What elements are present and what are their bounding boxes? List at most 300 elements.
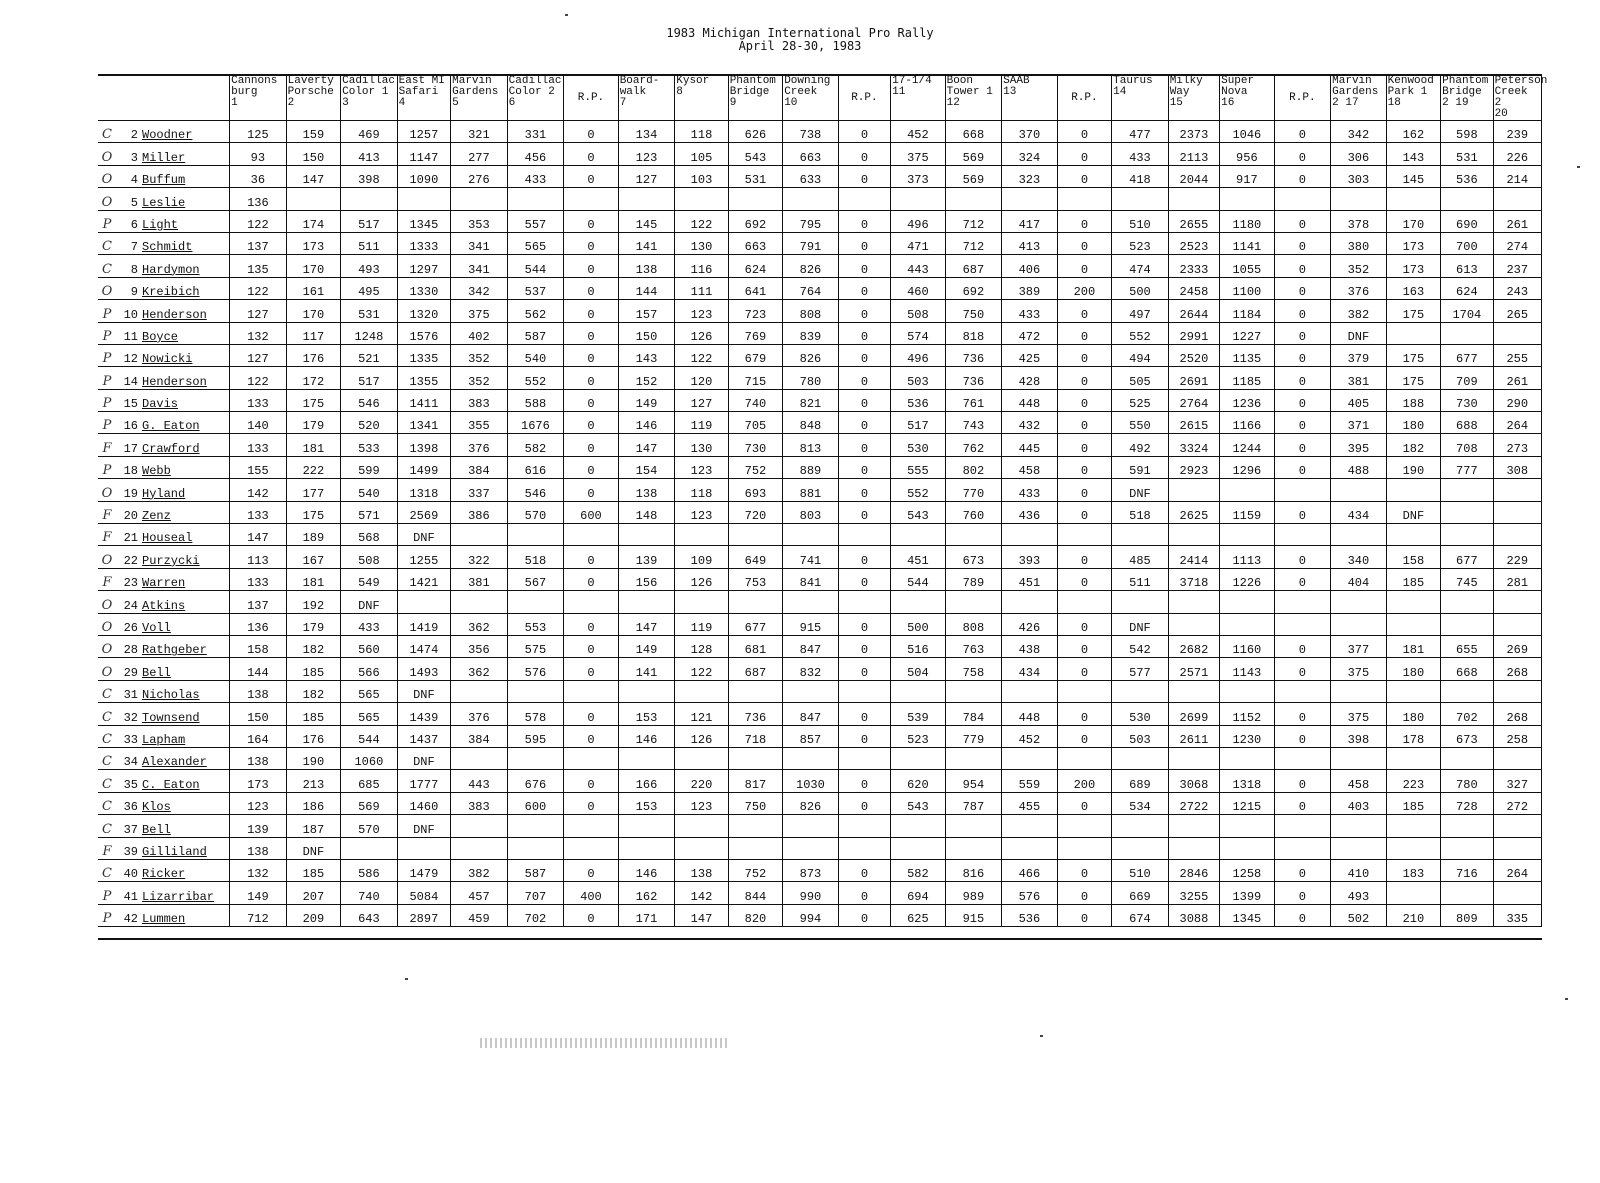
table-row — [98, 546, 1542, 568]
score-cell — [1220, 837, 1274, 859]
table-row — [98, 165, 1542, 187]
score-cell — [783, 188, 839, 210]
car-number: 35 — [123, 777, 138, 792]
score-cell — [1168, 479, 1219, 501]
score-cell: 0 — [1057, 300, 1111, 322]
score-cell — [675, 188, 728, 210]
score-cell: 1236 — [1220, 389, 1274, 411]
score-cell: 386 — [451, 501, 508, 523]
score-cell: DNF — [1112, 613, 1169, 635]
score-cell: DNF — [397, 815, 450, 837]
score-cell: 0 — [1274, 658, 1331, 680]
score-cell — [1168, 188, 1219, 210]
score-cell: 0 — [1274, 389, 1331, 411]
score-cell: 2044 — [1168, 165, 1219, 187]
score-cell: 375 — [1331, 703, 1387, 725]
score-cell: 172 — [286, 367, 340, 389]
driver-cell — [98, 680, 230, 702]
score-cell: DNF — [397, 747, 450, 769]
score-cell: 544 — [507, 255, 564, 277]
score-cell: 122 — [675, 210, 728, 232]
score-cell: 170 — [286, 255, 340, 277]
score-cell — [1274, 747, 1331, 769]
score-cell: 565 — [341, 680, 398, 702]
score-cell: 0 — [838, 904, 890, 926]
score-cell — [1274, 524, 1331, 546]
score-cell — [507, 680, 564, 702]
score-cell: 455 — [1002, 792, 1058, 814]
score-cell: 352 — [1331, 255, 1387, 277]
driver-name: Voll — [142, 620, 171, 635]
score-cell: 0 — [564, 277, 618, 299]
score-cell: 0 — [1274, 770, 1331, 792]
driver-cell — [98, 344, 230, 366]
car-number: 37 — [123, 822, 138, 837]
score-cell: 150 — [618, 322, 675, 344]
score-cell — [397, 837, 450, 859]
handwritten-class-mark: P — [102, 306, 112, 322]
score-cell: 0 — [1057, 389, 1111, 411]
score-cell — [945, 815, 1002, 837]
score-cell: 780 — [1441, 770, 1493, 792]
score-cell: 577 — [1112, 658, 1169, 680]
score-cell: 0 — [838, 277, 890, 299]
score-cell: 557 — [507, 210, 564, 232]
score-cell: 730 — [728, 434, 782, 456]
score-cell — [451, 524, 508, 546]
score-cell: 255 — [1493, 344, 1541, 366]
score-cell: 1226 — [1220, 568, 1274, 590]
score-cell: 578 — [507, 703, 564, 725]
score-cell: 520 — [341, 412, 398, 434]
score-cell: 0 — [1057, 255, 1111, 277]
score-cell — [1112, 747, 1169, 769]
score-cell: 393 — [1002, 546, 1058, 568]
score-cell — [507, 815, 564, 837]
car-number: 6 — [130, 217, 138, 232]
handwritten-class-mark: F — [102, 530, 112, 546]
score-cell: 549 — [341, 568, 398, 590]
handwritten-class-mark: F — [102, 440, 112, 456]
score-cell: 518 — [507, 546, 564, 568]
score-cell: 434 — [1002, 658, 1058, 680]
score-cell: 145 — [618, 210, 675, 232]
score-cell: 553 — [507, 613, 564, 635]
score-cell: 126 — [675, 322, 728, 344]
score-cell: 989 — [945, 882, 1002, 904]
table-row — [98, 367, 1542, 389]
score-cell: 803 — [783, 501, 839, 523]
driver-name: Boyce — [142, 329, 179, 344]
score-cell: 355 — [451, 412, 508, 434]
score-cell — [341, 837, 398, 859]
score-cell: 500 — [891, 613, 945, 635]
score-cell: 1355 — [397, 367, 450, 389]
score-cell: 560 — [341, 635, 398, 657]
score-cell: 1060 — [341, 747, 398, 769]
driver-cell — [98, 434, 230, 456]
driver-name: Townsend — [142, 710, 200, 725]
score-cell: 138 — [618, 255, 675, 277]
driver-cell — [98, 121, 230, 143]
score-cell: 847 — [783, 635, 839, 657]
score-cell: 171 — [618, 904, 675, 926]
score-cell: 153 — [618, 792, 675, 814]
score-cell: 625 — [891, 904, 945, 926]
driver-name: Bell — [142, 665, 171, 680]
driver-name: Nowicki — [142, 352, 193, 367]
score-cell: 264 — [1493, 412, 1541, 434]
score-cell: 425 — [1002, 344, 1058, 366]
score-cell: 521 — [341, 344, 398, 366]
score-cell: 426 — [1002, 613, 1058, 635]
score-cell — [1493, 815, 1541, 837]
handwritten-class-mark: C — [102, 709, 112, 725]
car-number: 21 — [123, 531, 138, 546]
score-cell: 166 — [618, 770, 675, 792]
score-cell — [1386, 815, 1440, 837]
score-cell: 0 — [1057, 859, 1111, 881]
score-cell — [1493, 501, 1541, 523]
score-cell — [1386, 837, 1440, 859]
score-cell: 182 — [286, 680, 340, 702]
score-cell — [618, 837, 675, 859]
driver-cell — [98, 255, 230, 277]
score-cell — [507, 591, 564, 613]
score-cell: 413 — [341, 143, 398, 165]
score-cell: 1248 — [341, 322, 398, 344]
score-cell: 0 — [1057, 165, 1111, 187]
score-cell: 1160 — [1220, 635, 1274, 657]
score-cell: 503 — [891, 367, 945, 389]
score-cell: 277 — [451, 143, 508, 165]
driver-name: Klos — [142, 800, 171, 815]
score-cell: 290 — [1493, 389, 1541, 411]
score-cell: 552 — [507, 367, 564, 389]
score-cell: 239 — [1493, 121, 1541, 143]
score-cell: 570 — [507, 501, 564, 523]
score-cell — [1386, 882, 1440, 904]
score-cell — [1441, 524, 1493, 546]
score-cell: 0 — [564, 568, 618, 590]
score-cell: 0 — [1274, 703, 1331, 725]
handwritten-class-mark: C — [102, 821, 112, 837]
score-cell: 379 — [1331, 344, 1387, 366]
score-cell: 821 — [783, 389, 839, 411]
score-cell: 451 — [1002, 568, 1058, 590]
score-cell: 839 — [783, 322, 839, 344]
score-cell: 175 — [1386, 300, 1440, 322]
score-cell — [675, 815, 728, 837]
score-cell: 808 — [945, 613, 1002, 635]
score-cell: 133 — [230, 568, 287, 590]
score-cell: 137 — [230, 591, 287, 613]
score-cell: 2923 — [1168, 456, 1219, 478]
score-cell: 123 — [230, 792, 287, 814]
score-cell: 122 — [230, 367, 287, 389]
score-cell: 445 — [1002, 434, 1058, 456]
score-cell: 655 — [1441, 635, 1493, 657]
score-cell: 508 — [341, 546, 398, 568]
score-cell — [838, 815, 890, 837]
score-cell: 174 — [286, 210, 340, 232]
score-cell: 132 — [230, 859, 287, 881]
table-row — [98, 501, 1542, 523]
score-cell: 133 — [230, 434, 287, 456]
table-row — [98, 344, 1542, 366]
score-cell: 0 — [1274, 412, 1331, 434]
handwritten-class-mark: F — [102, 843, 112, 859]
score-cell — [1220, 591, 1274, 613]
table-row — [98, 815, 1542, 837]
score-cell: 536 — [1002, 904, 1058, 926]
score-cell: 0 — [564, 143, 618, 165]
score-cell: 376 — [451, 434, 508, 456]
score-cell: 0 — [564, 635, 618, 657]
driver-name: Kreibich — [142, 285, 200, 300]
score-cell: 474 — [1112, 255, 1169, 277]
score-cell — [1274, 479, 1331, 501]
scan-smudge — [480, 1038, 730, 1048]
header-stage: Downing Creek 10 — [783, 75, 839, 121]
score-cell: DNF — [397, 524, 450, 546]
score-cell: 342 — [451, 277, 508, 299]
score-cell: 222 — [286, 456, 340, 478]
handwritten-class-mark: P — [102, 888, 112, 904]
score-cell: 718 — [728, 725, 782, 747]
score-cell: 1333 — [397, 232, 450, 254]
score-cell — [728, 188, 782, 210]
header-stage: Cadillac Color 1 3 — [341, 75, 398, 121]
score-cell: 0 — [564, 344, 618, 366]
score-cell: 0 — [1274, 859, 1331, 881]
score-cell — [1112, 680, 1169, 702]
score-cell — [1441, 680, 1493, 702]
score-cell: 146 — [618, 412, 675, 434]
score-cell: 176 — [286, 344, 340, 366]
car-number: 19 — [123, 486, 138, 501]
score-cell: 443 — [891, 255, 945, 277]
score-cell: 1439 — [397, 703, 450, 725]
score-cell: 123 — [675, 456, 728, 478]
score-cell: 261 — [1493, 367, 1541, 389]
score-cell — [618, 747, 675, 769]
driver-cell — [98, 524, 230, 546]
handwritten-class-mark: P — [102, 911, 112, 927]
score-cell: 546 — [507, 479, 564, 501]
score-cell: 709 — [1441, 367, 1493, 389]
score-cell: 376 — [1331, 277, 1387, 299]
score-cell: 183 — [1386, 859, 1440, 881]
score-cell: 2523 — [1168, 232, 1219, 254]
score-cell: 400 — [564, 882, 618, 904]
score-cell: 1345 — [397, 210, 450, 232]
score-cell — [945, 680, 1002, 702]
score-cell: 668 — [1441, 658, 1493, 680]
score-cell: 552 — [1112, 322, 1169, 344]
score-cell: 159 — [286, 121, 340, 143]
score-cell — [1002, 188, 1058, 210]
table-row — [98, 837, 1542, 859]
driver-name: Nicholas — [142, 688, 200, 703]
score-cell — [1168, 837, 1219, 859]
score-cell: 712 — [945, 232, 1002, 254]
score-cell: 1258 — [1220, 859, 1274, 881]
score-cell: 117 — [286, 322, 340, 344]
table-row — [98, 680, 1542, 702]
score-cell: 0 — [1274, 725, 1331, 747]
score-cell: 154 — [618, 456, 675, 478]
score-cell: 146 — [618, 725, 675, 747]
score-cell: 0 — [1057, 792, 1111, 814]
handwritten-class-mark: O — [101, 619, 113, 635]
score-cell: 0 — [1274, 165, 1331, 187]
score-cell: 0 — [564, 546, 618, 568]
score-cell — [1112, 837, 1169, 859]
score-cell: 472 — [1002, 322, 1058, 344]
score-cell: 0 — [838, 389, 890, 411]
score-cell: 575 — [507, 635, 564, 657]
driver-cell — [98, 277, 230, 299]
score-cell — [1057, 591, 1111, 613]
score-cell: 758 — [945, 658, 1002, 680]
score-cell: 2682 — [1168, 635, 1219, 657]
score-cell: 177 — [286, 479, 340, 501]
score-cell: 0 — [1057, 546, 1111, 568]
score-cell: 599 — [341, 456, 398, 478]
score-cell: 620 — [891, 770, 945, 792]
score-cell — [1274, 837, 1331, 859]
score-cell: 743 — [945, 412, 1002, 434]
score-cell — [1112, 815, 1169, 837]
score-cell: 341 — [451, 232, 508, 254]
score-cell — [451, 188, 508, 210]
score-cell: 158 — [1386, 546, 1440, 568]
score-cell: 274 — [1493, 232, 1541, 254]
score-cell: 167 — [286, 546, 340, 568]
car-number: 7 — [130, 240, 138, 255]
score-cell: 0 — [838, 367, 890, 389]
score-cell: 574 — [891, 322, 945, 344]
driver-cell — [98, 770, 230, 792]
score-cell — [1274, 188, 1331, 210]
score-cell: 265 — [1493, 300, 1541, 322]
score-cell: 164 — [230, 725, 287, 747]
score-cell: 820 — [728, 904, 782, 926]
score-cell: 0 — [838, 143, 890, 165]
score-cell: 1704 — [1441, 300, 1493, 322]
driver-name: Miller — [142, 150, 186, 165]
handwritten-class-mark: P — [102, 351, 112, 367]
score-cell: 0 — [838, 658, 890, 680]
score-cell — [783, 524, 839, 546]
score-cell: 175 — [286, 501, 340, 523]
score-cell: 0 — [1057, 143, 1111, 165]
score-cell: 633 — [783, 165, 839, 187]
handwritten-class-mark: P — [102, 328, 112, 344]
score-cell: 402 — [451, 322, 508, 344]
score-cell: 180 — [1386, 658, 1440, 680]
score-cell: 787 — [945, 792, 1002, 814]
score-cell: 616 — [507, 456, 564, 478]
score-cell: 917 — [1220, 165, 1274, 187]
driver-name: C. Eaton — [142, 777, 200, 792]
score-cell: 536 — [891, 389, 945, 411]
score-cell — [783, 747, 839, 769]
score-cell: 530 — [891, 434, 945, 456]
header-stage: Cadillac Color 2 6 — [507, 75, 564, 121]
score-cell: 3324 — [1168, 434, 1219, 456]
score-cell: 179 — [286, 613, 340, 635]
score-cell: 180 — [1386, 703, 1440, 725]
driver-name: Rathgeber — [142, 643, 207, 658]
driver-name: Lapham — [142, 732, 186, 747]
score-cell: 438 — [1002, 635, 1058, 657]
score-cell: 1421 — [397, 568, 450, 590]
score-cell: 448 — [1002, 703, 1058, 725]
header-rp: R.P. — [1057, 75, 1111, 121]
score-cell: 1257 — [397, 121, 450, 143]
score-cell — [1441, 613, 1493, 635]
score-cell: 182 — [286, 635, 340, 657]
score-cell: 138 — [230, 680, 287, 702]
score-cell: 1330 — [397, 277, 450, 299]
score-cell — [945, 747, 1002, 769]
car-number: 17 — [123, 441, 138, 456]
score-cell: 693 — [728, 479, 782, 501]
score-cell: 0 — [838, 501, 890, 523]
score-cell — [891, 524, 945, 546]
score-cell: 149 — [618, 635, 675, 657]
score-cell: 531 — [1441, 143, 1493, 165]
score-cell: 567 — [507, 568, 564, 590]
score-cell: 0 — [1057, 479, 1111, 501]
score-cell: 826 — [783, 344, 839, 366]
score-cell: 0 — [1274, 568, 1331, 590]
score-cell — [1386, 747, 1440, 769]
score-cell: 0 — [1274, 882, 1331, 904]
score-cell — [1057, 837, 1111, 859]
score-cell: 740 — [341, 882, 398, 904]
score-cell: 322 — [451, 546, 508, 568]
car-number: 8 — [130, 262, 138, 277]
driver-name: Hyland — [142, 486, 186, 501]
driver-cell — [98, 322, 230, 344]
table-row — [98, 412, 1542, 434]
score-cell: 156 — [618, 568, 675, 590]
driver-name: Alexander — [142, 755, 207, 770]
score-cell: 600 — [507, 792, 564, 814]
score-cell: 813 — [783, 434, 839, 456]
score-cell — [675, 837, 728, 859]
score-cell: 0 — [1057, 322, 1111, 344]
score-cell — [1057, 188, 1111, 210]
score-cell: 173 — [286, 232, 340, 254]
driver-name: Crawford — [142, 441, 200, 456]
score-cell: 142 — [675, 882, 728, 904]
score-cell: 134 — [618, 121, 675, 143]
score-cell: 582 — [507, 434, 564, 456]
table-row — [98, 904, 1542, 926]
score-cell: 832 — [783, 658, 839, 680]
handwritten-class-mark: P — [102, 396, 112, 412]
score-cell: 5084 — [397, 882, 450, 904]
score-cell — [1493, 591, 1541, 613]
score-cell: 258 — [1493, 725, 1541, 747]
car-number: 11 — [123, 329, 138, 344]
score-cell: 0 — [838, 703, 890, 725]
score-cell: 214 — [1493, 165, 1541, 187]
